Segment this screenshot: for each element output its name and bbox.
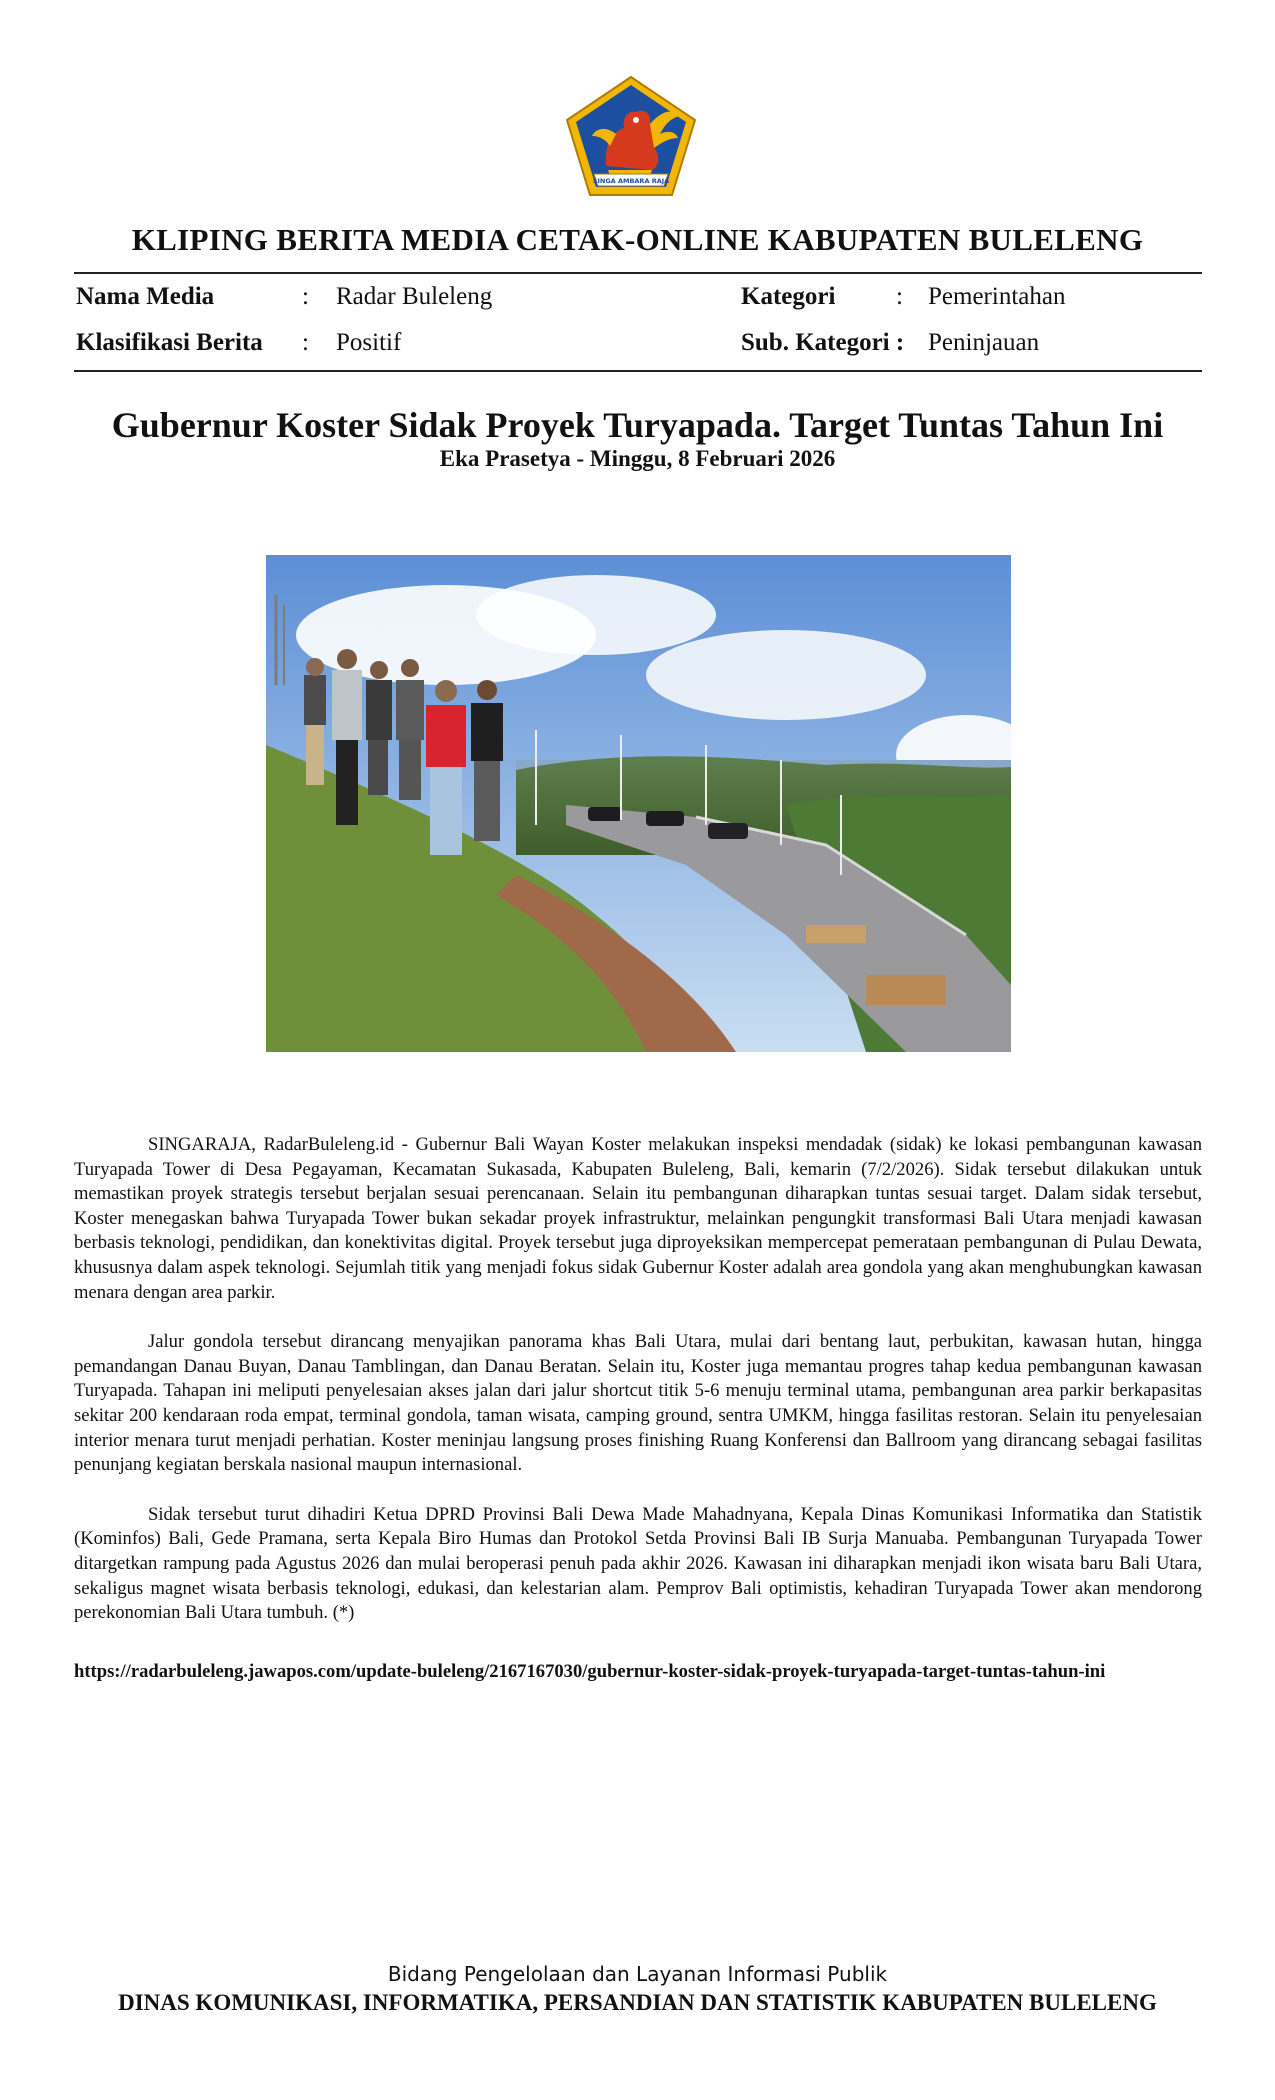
- kliping-title: KLIPING BERITA MEDIA CETAK-ONLINE KABUPATEN BULELENG: [131, 222, 1144, 257]
- kategori-label: Kategori: [741, 283, 836, 310]
- klasifikasi-colon: :: [302, 329, 309, 356]
- kategori-value: Pemerintahan: [928, 283, 1066, 310]
- article-body: [74, 1133, 1202, 1651]
- article-paragraph: SINGARAJA, RadarBuleleng.id - Gubernur Bali Wayan Koster melakukan inspeksi mendadak (sidak) ke lokasi pembangunan kawasan Turyapada Tower di Desa Pegayaman, Kecamatan Sukasada, Kabupaten Buleleng, Bali, kemarin (7/2/2026). Sidak tersebut dilakukan untuk memastikan proyek strategis tersebut berjalan sesuai perencanaan. Selain itu pembangunan diharapkan tuntas sesuai target. Dalam sidak tersebut, Koster menegaskan bahwa Turyapada Tower bukan sekadar proyek infrastruktur, melainkan pengungkit transformasi Bali Utara menjadi kawasan berbasis teknologi, pendidikan, dan konektivitas digital. Proyek tersebut juga diproyeksikan mempercepat pemerataan pembangunan di Pulau Dewata, khususnya dalam aspek teknologi. Sejumlah titik yang menjadi fokus sidak Gubernur Koster adalah area gondola yang akan menghubungkan kawasan menara dengan area parkir.: [74, 1134, 1202, 1303]
- klasifikasi-label: Klasifikasi Berita: [76, 329, 263, 356]
- nama-media-colon: :: [302, 283, 309, 310]
- sub-kategori-label: Sub. Kategori :: [741, 329, 905, 356]
- emblem-motto: SINGA AMBARA RAJA: [592, 177, 670, 185]
- nama-media-label: Nama Media: [76, 283, 215, 310]
- klasifikasi-value: Positif: [336, 329, 402, 356]
- news-photo: [266, 555, 1011, 1052]
- header-divider-bottom: [74, 370, 1202, 372]
- footer-agency: DINAS KOMUNIKASI, INFORMATIKA, PERSANDIAN DAN STATISTIK KABUPATEN BULELENG: [118, 1990, 1157, 2015]
- bali-province-emblem-icon: [564, 74, 698, 198]
- kategori-colon: :: [896, 283, 903, 310]
- article-paragraph: Jalur gondola tersebut dirancang menyajikan panorama khas Bali Utara, mulai dari bentang laut, perbukitan, kawasan hutan, hingga pemandangan Danau Buyan, Danau Tamblingan, dan Danau Beratan. Selain itu, Koster juga memantau progres tahap kedua pembangunan kawasan Turyapada. Tahapan ini meliputi penyelesaian akses jalan dari jalur shortcut titik 5-6 menuju terminal utama, pembangunan area parkir berkapasitas sekitar 200 kendaraan roda empat, terminal gondola, taman wisata, camping ground, sentra UMKM, hingga fasilitas restoran. Selain itu penyelesaian interior menara turut menjadi perhatian. Koster meninjau langsung proses finishing Ruang Konferensi dan Ballroom yang dirancang sebagai fasilitas penunjang kegiatan berskala nasional maupun internasional.: [74, 1331, 1202, 1476]
- source-url: https://radarbuleleng.jawapos.com/update-buleleng/2167167030/gubernur-koster-sidak-proyek-turyapada-target-tuntas-tahun-ini: [74, 1661, 1106, 1682]
- sub-kategori-value: Peninjauan: [928, 329, 1040, 356]
- header-divider-top: [74, 272, 1202, 274]
- article-headline: Gubernur Koster Sidak Proyek Turyapada. Target Tuntas Tahun Ini: [111, 405, 1164, 445]
- footer-division: Bidang Pengelolaan dan Layanan Informasi Publik: [387, 1962, 888, 1986]
- nama-media-value: Radar Buleleng: [336, 283, 493, 310]
- article-paragraph: Sidak tersebut turut dihadiri Ketua DPRD Provinsi Bali Dewa Made Mahadnyana, Kepala Dinas Komunikasi Informatika dan Statistik (Kominfos) Bali, Gede Pramana, serta Kepala Biro Humas dan Protokol Setda Provinsi Bali IB Surja Manuaba. Pembangunan Turyapada Tower ditargetkan rampung pada Agustus 2026 dan mulai beroperasi penuh pada akhir 2026. Kawasan ini diharapkan menjadi ikon wisata baru Bali Utara, sekaligus magnet wisata berbasis teknologi, edukasi, dan kelestarian alam. Pemprov Bali optimistis, kehadiran Turyapada Tower akan mendorong perekonomian Bali Utara tumbuh. (*): [74, 1503, 1202, 1624]
- article-byline: Eka Prasetya - Minggu, 8 Februari 2026: [439, 446, 836, 471]
